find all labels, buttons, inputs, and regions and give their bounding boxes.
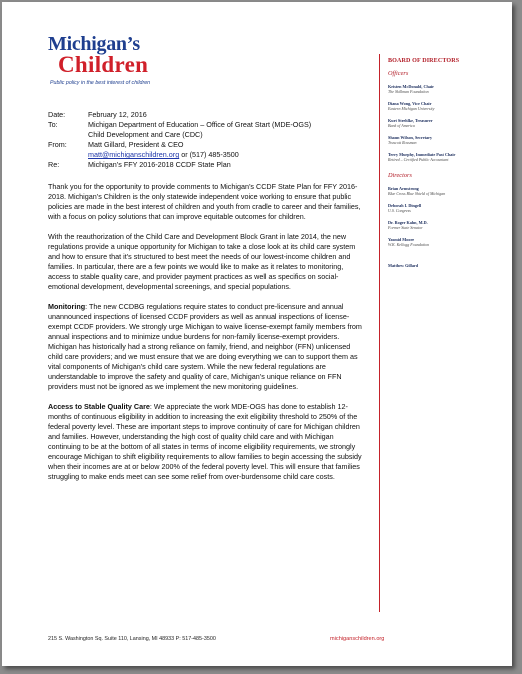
board-member [388, 220, 508, 230]
memo-phone: or (517) 485-3500 [179, 150, 239, 159]
member-affiliation: U.S. Congress [388, 208, 411, 213]
board-member [388, 237, 508, 247]
member-name: Terry Murphy, Immediate Past Chair [388, 152, 456, 157]
member-affiliation: Former State Senator [388, 225, 423, 230]
member-affiliation: Truscott Rossman [388, 140, 417, 145]
memo-contact [88, 150, 239, 160]
memo-from-row [48, 140, 362, 150]
board-sidebar [388, 58, 508, 275]
board-member [388, 203, 508, 213]
monitoring-heading: Monitoring [48, 302, 86, 311]
letter-body [48, 110, 362, 482]
paragraph-access [48, 402, 362, 482]
footer-website-link[interactable]: michiganschildren.org [330, 636, 385, 642]
board-member [388, 152, 508, 162]
memo-label: Date: [48, 110, 66, 119]
logo-line-2: Children [58, 52, 149, 77]
member-affiliation: The Skillman Foundation [388, 89, 429, 94]
paragraph-intro: Thank you for the opportunity to provide comments to Michigan’s CCDF State Plan for FFY 2016-2018. Michigan’s Children is the only statewide independent voice working to ensure that public policies are made in the best interest of children and youth from cradle to career and their families, with a focus on policy solutions that can improve equitable outcomes for children. [48, 182, 361, 221]
logo-line-1: Michigan’s [48, 33, 140, 55]
board-member [388, 135, 508, 145]
member-name: Kurt Strehlke, Treasurer [388, 118, 433, 123]
paragraph-reauthorization: With the reauthorization of the Child Care and Development Block Grant in late 2014, the new regulations provide a unique opportunity for Michigan to take a close look at its child care system and how to ensure that it’s structured to best meet the needs of our lowest-income children and families. In particular, there are a few points we would like to make as it relates to monitoring, access to stable quality care, and provider payment practices as well as specifics on social-emotional development, developmental screenings, and special populations. [48, 232, 356, 291]
email-link[interactable]: matt@michiganschildren.org [88, 150, 180, 159]
board-heading: BOARD OF DIRECTORS [388, 58, 460, 64]
memo-from-line-1: Matt Gillard, President & CEO [88, 140, 184, 149]
member-affiliation: Bank of America [388, 123, 415, 128]
memo-label: From: [48, 140, 67, 149]
member-name: Yasmid Moore [388, 237, 415, 242]
board-member [388, 118, 508, 128]
board-member [388, 263, 508, 268]
member-affiliation: Blue Cross Blue Shield of Michigan [388, 191, 446, 196]
access-text: : We appreciate the work MDE-OGS has done to establish 12-months of continuous eligibility in addition to increasing the exit eligibility threshold to 250% of the federal poverty level. These are important steps to improve continuity of care for Michigan children and families. However, understanding the high cost of quality child care and with Michigan continuing to be at the bottom of all states in terms of income eligibility requirements, we strongly encourage Michigan to shift eligibility requirements to allow families to begin accessing the subsidy when their incomes are at or below 200% of the federal poverty level. This will ensure that families struggling to make ends meet can see some relief from over-burdensome child care costs. [48, 402, 362, 481]
member-name: Diana Wong, Vice Chair [388, 101, 432, 106]
board-member [388, 186, 508, 196]
board-member [388, 101, 508, 111]
memo-contact-row [48, 150, 362, 160]
sidebar-divider [379, 54, 380, 612]
member-name: Brian Armstrong [388, 186, 419, 191]
directors-label: Directors [388, 172, 412, 179]
monitoring-text: : The new CCDBG regulations require states to conduct pre-licensure and annual unannounced inspections of licensed CCDF providers as well as annual inspections of license-exempt CCDF providers. We strongly urge Michigan to waive license-exempt family members from annual inspections and to minimize undue burdens for non-family license-exempt providers. Michigan has historically had a strong reliance on family, friend, and neighbor (FFN) unlicensed child care providers; and we must ensure that we are doing everything we can to support them as vital components of Michigan’s child care system. While the new federal regulations are understandable to improve the safety and quality of care, Michigan’s unique reliance on FFN providers must not be ignored as we implement the new monitoring guidelines. [48, 302, 362, 391]
member-name: Deborah I. Dingell [388, 203, 422, 208]
member-name: Kristen McDonald, Chair [388, 84, 434, 89]
memo-to-line-2: Child Development and Care (CDC) [88, 130, 203, 139]
member-affiliation: W.K. Kellogg Foundation [388, 242, 429, 247]
michigans-children-logo [48, 34, 168, 86]
memo-re-row [48, 160, 362, 170]
member-name: Shaun Wilson, Secretary [388, 135, 433, 140]
footer-address: 215 S. Washington Sq. Suite 110, Lansing, MI 48933 P: 517-485-3500 [48, 636, 216, 642]
member-affiliation: Retired – Certified Public Accountant [388, 157, 449, 162]
access-heading: Access to Stable Quality Care [48, 402, 150, 411]
memo-date-row [48, 110, 362, 120]
member-affiliation: Eastern Michigan University [388, 106, 435, 111]
memo-label: To: [48, 120, 58, 129]
paragraph-monitoring [48, 302, 362, 392]
board-member [388, 84, 508, 94]
member-name: Matthew Gillard [388, 263, 419, 268]
member-name: Dr. Roger Kahn, M.D. [388, 220, 428, 225]
letter-page [2, 2, 512, 666]
memo-subject: Michigan’s FFY 2016-2018 CCDF State Plan [88, 160, 231, 169]
logo-tagline: Public policy in the best interest of children [50, 80, 151, 86]
letter-footer [48, 636, 402, 646]
memo-label: Re: [48, 160, 60, 169]
memo-to-row-2 [48, 130, 362, 140]
memo-date: February 12, 2016 [88, 110, 147, 119]
officers-label: Officers [388, 70, 409, 77]
memo-to-line-1: Michigan Department of Education – Office of Great Start (MDE-OGS) [88, 120, 312, 129]
memo-to-row [48, 120, 362, 130]
